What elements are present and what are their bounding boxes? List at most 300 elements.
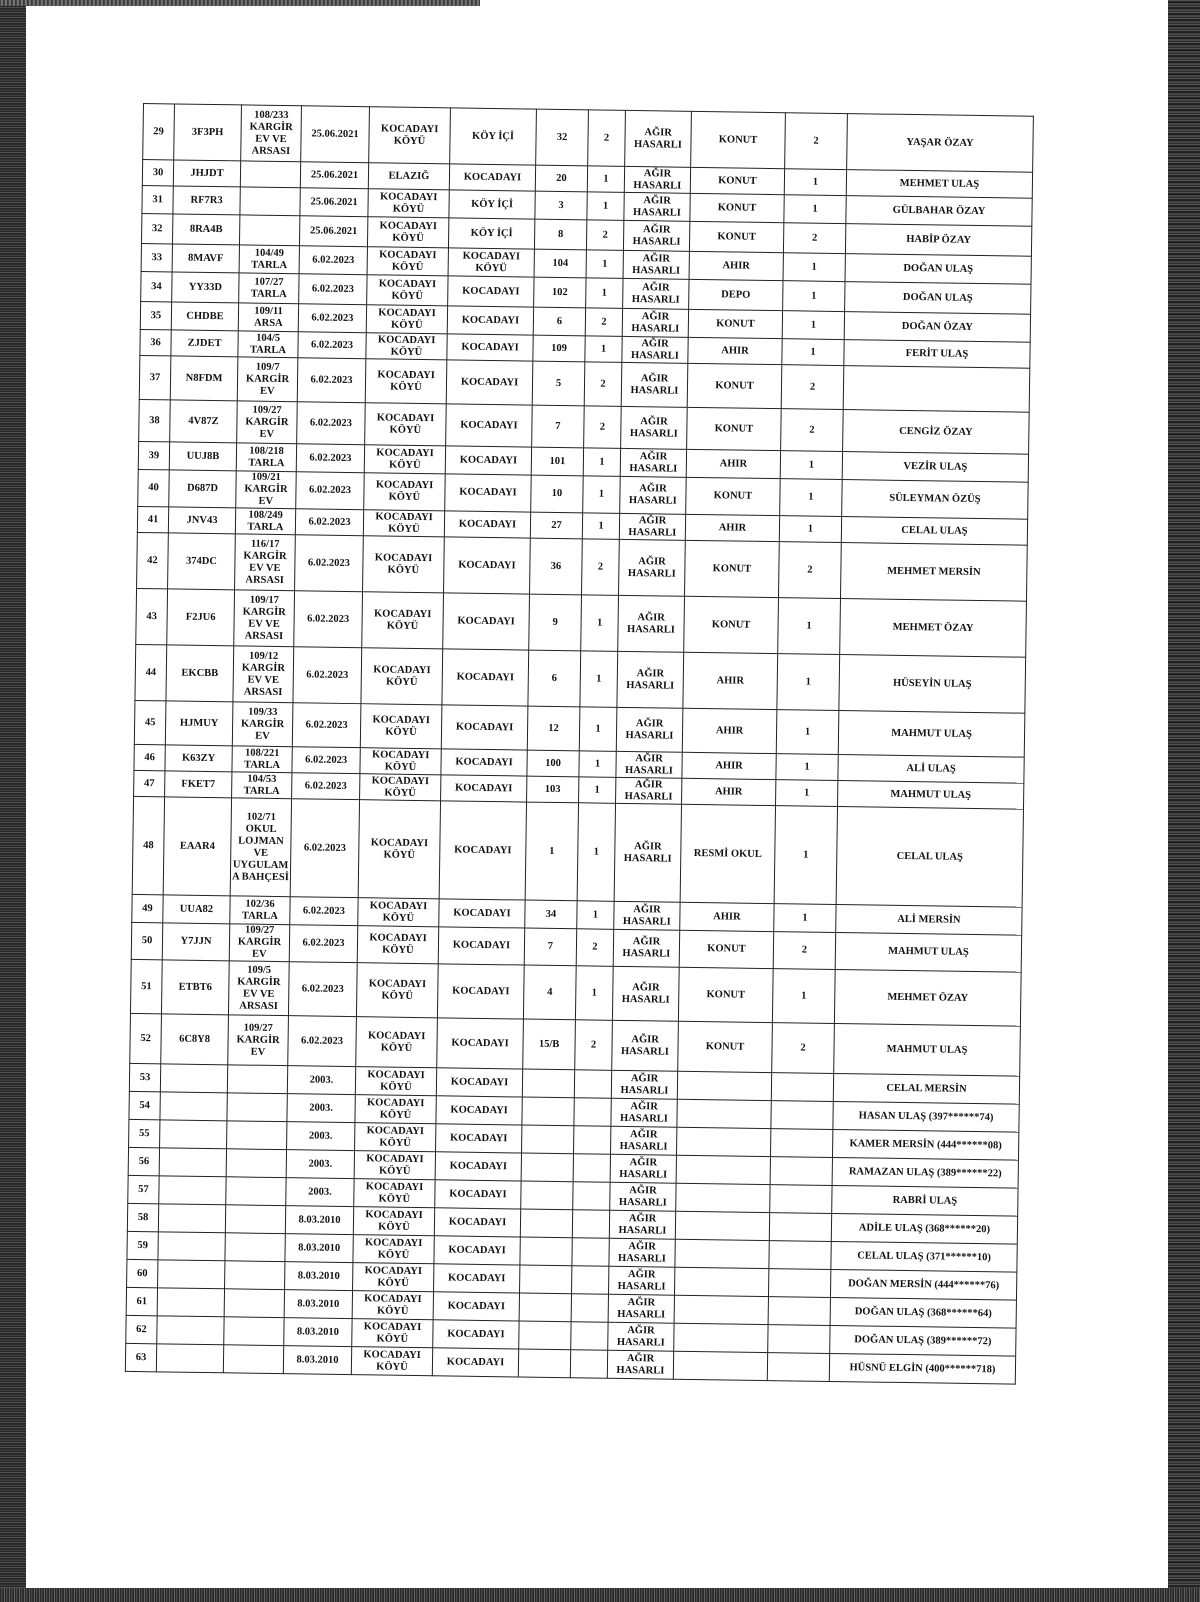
unit-count-cell xyxy=(769,1213,831,1242)
damage-status-cell: AĞIR HASARLI xyxy=(614,803,681,902)
building-type-cell: KONUT xyxy=(678,967,773,1022)
row-number-cell: 58 xyxy=(127,1203,158,1231)
location-cell: KOCADAYI KÖYÜ xyxy=(368,189,449,218)
owner-name-cell: MEHMET ÖZAY xyxy=(834,969,1021,1026)
location-cell: KOCADAYI KÖYÜ xyxy=(354,1151,435,1180)
damage-status-cell: AĞIR HASARLI xyxy=(608,1322,674,1351)
building-type-cell xyxy=(676,1155,770,1184)
location-cell: ELAZIĞ xyxy=(368,163,449,190)
unit-count-cell: 1 xyxy=(780,479,843,517)
row-number-cell: 56 xyxy=(128,1147,159,1175)
damage-status-cell: AĞIR HASARLI xyxy=(612,966,679,1021)
row-number-cell: 57 xyxy=(128,1175,159,1203)
damage-status-cell: AĞIR HASARLI xyxy=(609,1210,675,1239)
date-cell: 6.02.2023 xyxy=(293,647,362,704)
block-number-cell: 34 xyxy=(525,900,577,929)
date-cell: 6.02.2023 xyxy=(296,444,364,473)
row-number-cell: 63 xyxy=(125,1343,156,1371)
building-type-cell: KONUT xyxy=(679,930,774,968)
block-number-cell: 104 xyxy=(534,249,586,278)
floor-count-cell: 2 xyxy=(585,308,622,337)
date-cell: 8.03.2010 xyxy=(285,1234,353,1263)
building-type-cell: AHIR xyxy=(688,337,782,364)
date-cell: 6.02.2023 xyxy=(295,535,364,592)
row-number-cell: 55 xyxy=(129,1119,160,1147)
parcel-cell: 107/27 TARLA xyxy=(239,273,299,304)
location-cell: KOCADAYI KÖYÜ xyxy=(360,704,442,749)
building-code-cell xyxy=(158,1204,225,1233)
damage-status-cell: AĞIR HASARLI xyxy=(622,336,688,363)
unit-count-cell: 1 xyxy=(776,754,838,781)
area-cell: KOCADAYI xyxy=(446,404,533,447)
unit-count-cell: 1 xyxy=(777,654,840,711)
area-cell: KOCADAYI xyxy=(436,1096,522,1125)
floor-count-cell: 2 xyxy=(584,362,622,407)
row-number-cell: 54 xyxy=(129,1091,160,1119)
building-type-cell xyxy=(674,1295,768,1324)
damage-status-cell: AĞIR HASARLI xyxy=(614,901,680,930)
unit-count-cell xyxy=(768,1325,830,1354)
unit-count-cell xyxy=(770,1157,832,1186)
owner-name-cell: MEHMET ULAŞ xyxy=(846,170,1032,199)
building-type-cell: DEPO xyxy=(689,279,783,310)
building-code-cell: 6C8Y8 xyxy=(161,1014,229,1065)
area-cell: KOCADAYI xyxy=(445,474,532,512)
area-cell: KOCADAYI xyxy=(436,1124,522,1153)
floor-count-cell: 1 xyxy=(586,250,623,279)
owner-name-cell: DOĞAN ULAŞ xyxy=(845,282,1031,315)
area-cell: KOCADAYI xyxy=(441,775,527,802)
owner-name-cell: CELAL ULAŞ (371******10) xyxy=(831,1241,1017,1272)
parcel-cell xyxy=(225,1205,285,1234)
block-number-cell xyxy=(518,1349,570,1378)
floor-count-cell: 1 xyxy=(585,336,622,363)
building-code-cell: D687D xyxy=(169,470,237,508)
damage-status-cell: AĞIR HASARLI xyxy=(610,1182,676,1211)
row-number-cell: 31 xyxy=(142,185,173,213)
block-number-cell: 6 xyxy=(533,307,585,336)
parcel-cell: 109/33 KARGİR EV xyxy=(232,702,293,747)
unit-count-cell: 2 xyxy=(778,542,841,599)
area-cell: KOCADAYI xyxy=(439,801,526,900)
floor-count-cell: 1 xyxy=(581,595,619,652)
date-cell: 6.02.2023 xyxy=(296,472,365,510)
unit-count-cell xyxy=(768,1297,830,1326)
location-cell: KOCADAYI KÖYÜ xyxy=(355,1123,436,1152)
owner-name-cell: MAHMUT ULAŞ xyxy=(838,781,1024,810)
damage-status-cell: AĞIR HASARLI xyxy=(611,1070,677,1099)
block-number-cell: 12 xyxy=(527,706,580,751)
owner-name-cell: MAHMUT ULAŞ xyxy=(838,711,1025,758)
unit-count-cell: 2 xyxy=(781,409,844,452)
location-cell: KOCADAYI KÖYÜ xyxy=(358,898,439,927)
owner-name-cell: CELAL ULAŞ xyxy=(836,807,1023,908)
building-code-cell: 8MAVF xyxy=(172,244,239,273)
block-number-cell: 8 xyxy=(534,219,586,250)
location-cell: KOCADAYI KÖYÜ xyxy=(362,592,444,649)
date-cell: 8.03.2010 xyxy=(285,1262,353,1291)
area-cell: KÖY İÇİ xyxy=(450,108,537,165)
unit-count-cell xyxy=(769,1241,831,1270)
parcel-cell xyxy=(240,161,300,188)
floor-count-cell: 1 xyxy=(575,966,613,1021)
building-type-cell xyxy=(674,1323,768,1352)
row-number-cell: 36 xyxy=(140,329,171,355)
row-number-cell: 45 xyxy=(134,700,166,744)
location-cell: KOCADAYI KÖYÜ xyxy=(356,1017,438,1068)
date-cell: 6.02.2023 xyxy=(290,799,359,898)
area-cell: KOCADAYI xyxy=(435,1180,521,1209)
owner-name-cell: CELAL MERSİN xyxy=(833,1073,1019,1104)
floor-count-cell: 1 xyxy=(586,278,623,309)
block-number-cell xyxy=(520,1237,572,1266)
floor-count-cell xyxy=(572,1266,609,1295)
area-cell: KOCADAYI xyxy=(441,705,528,750)
floor-count-cell: 1 xyxy=(579,751,616,778)
location-cell: KOCADAYI KÖYÜ xyxy=(360,774,441,801)
date-cell: 2003. xyxy=(287,1122,355,1151)
parcel-cell: 109/27 KARGİR EV xyxy=(229,924,290,962)
building-code-cell: CHDBE xyxy=(171,302,238,331)
unit-count-cell: 1 xyxy=(784,195,846,224)
area-cell: KOCADAYI xyxy=(435,1152,521,1181)
parcel-cell xyxy=(224,1317,284,1346)
scan-border-top xyxy=(0,0,480,6)
owner-name-cell: DOĞAN MERSİN (444******76) xyxy=(830,1269,1016,1300)
unit-count-cell: 1 xyxy=(776,710,839,755)
location-cell: KOCADAYI KÖYÜ xyxy=(360,748,441,775)
location-cell: KOCADAYI KÖYÜ xyxy=(351,1347,432,1376)
floor-count-cell xyxy=(571,1322,608,1351)
building-type-cell: AHIR xyxy=(685,514,779,541)
damage-status-cell: AĞIR HASARLI xyxy=(625,110,692,167)
building-type-cell: KONUT xyxy=(684,540,779,597)
area-cell: KOCADAYI xyxy=(434,1208,520,1237)
damage-status-cell: AĞIR HASARLI xyxy=(623,250,689,279)
floor-count-cell xyxy=(571,1294,608,1323)
location-cell: KOCADAYI KÖYÜ xyxy=(367,247,448,276)
row-number-cell: 51 xyxy=(130,959,162,1013)
area-cell: KOCADAYI xyxy=(444,511,530,538)
parcel-cell: 104/49 TARLA xyxy=(239,245,299,274)
owner-name-cell: MAHMUT ULAŞ xyxy=(834,1023,1021,1076)
building-code-cell: JNV43 xyxy=(168,507,235,534)
building-code-cell xyxy=(157,1316,224,1345)
location-cell: KOCADAYI KÖYÜ xyxy=(353,1207,434,1236)
floor-count-cell: 1 xyxy=(582,513,619,540)
unit-count-cell: 1 xyxy=(782,311,844,340)
row-number-cell: 35 xyxy=(140,301,171,329)
floor-count-cell xyxy=(574,1070,611,1099)
area-cell: KOCADAYI xyxy=(436,1068,522,1097)
area-cell: KOCADAYI xyxy=(438,927,525,965)
damage-status-cell: AĞIR HASARLI xyxy=(623,220,689,251)
date-cell: 25.06.2021 xyxy=(300,162,368,189)
floor-count-cell: 1 xyxy=(587,192,624,221)
row-number-cell: 53 xyxy=(129,1063,160,1091)
area-cell: KOCADAYI xyxy=(433,1292,519,1321)
unit-count-cell: 1 xyxy=(783,281,845,312)
row-number-cell: 39 xyxy=(138,441,169,469)
location-cell: KOCADAYI KÖYÜ xyxy=(364,445,445,474)
building-code-cell: 8RA4B xyxy=(172,214,239,245)
area-cell: KOCADAYI xyxy=(439,899,525,928)
location-cell: KOCADAYI KÖYÜ xyxy=(367,217,448,248)
location-cell: KOCADAYI KÖYÜ xyxy=(365,359,447,404)
area-cell: KOCADAYI xyxy=(434,1236,520,1265)
building-code-cell: UUJ8B xyxy=(169,442,236,471)
unit-count-cell xyxy=(771,1073,833,1102)
date-cell: 8.03.2010 xyxy=(285,1206,353,1235)
unit-count-cell: 1 xyxy=(774,806,837,905)
parcel-cell: 108/221 TARLA xyxy=(232,746,292,773)
row-number-cell: 34 xyxy=(141,271,172,301)
location-cell: KOCADAYI KÖYÜ xyxy=(355,1095,436,1124)
parcel-cell: 108/218 TARLA xyxy=(236,443,296,472)
owner-name-cell: GÜLBAHAR ÖZAY xyxy=(846,196,1032,227)
building-code-cell: FKET7 xyxy=(165,771,232,798)
owner-name-cell: ALİ ULAŞ xyxy=(838,755,1024,784)
area-cell: KOCADAYI xyxy=(443,593,530,650)
date-cell: 2003. xyxy=(286,1150,354,1179)
building-type-cell xyxy=(677,1099,771,1128)
row-number-cell: 33 xyxy=(141,243,172,271)
building-type-cell: RESMİ OKUL xyxy=(680,804,775,903)
owner-name-cell: MEHMET ÖZAY xyxy=(840,599,1027,658)
location-cell: KOCADAYI KÖYÜ xyxy=(353,1263,434,1292)
parcel-cell: 104/53 TARLA xyxy=(232,772,292,799)
area-cell: KOCADAYI xyxy=(447,334,533,361)
row-number-cell: 42 xyxy=(137,532,169,588)
damage-status-cell: AĞIR HASARLI xyxy=(613,929,680,967)
floor-count-cell: 1 xyxy=(577,901,614,930)
floor-count-cell: 1 xyxy=(583,476,621,514)
damage-status-cell: AĞIR HASARLI xyxy=(623,278,689,309)
building-code-cell: Y7JJN xyxy=(162,923,230,961)
building-type-cell: KONUT xyxy=(687,363,782,408)
date-cell: 6.02.2023 xyxy=(289,925,358,963)
owner-name-cell: DOĞAN ULAŞ (368******64) xyxy=(830,1297,1016,1328)
unit-count-cell: 2 xyxy=(772,1023,835,1074)
damage-status-cell: AĞIR HASARLI xyxy=(616,707,683,752)
unit-count-cell: 2 xyxy=(785,113,848,170)
building-code-cell: 3F3PH xyxy=(174,104,242,161)
area-cell: KOCADAYI xyxy=(437,1018,524,1069)
row-number-cell: 49 xyxy=(132,894,163,922)
building-code-cell: F2JU6 xyxy=(167,589,235,646)
unit-count-cell: 2 xyxy=(773,932,836,970)
floor-count-cell: 1 xyxy=(579,777,616,804)
row-number-cell: 43 xyxy=(136,588,168,644)
location-cell: KOCADAYI KÖYÜ xyxy=(364,473,446,511)
parcel-cell: 109/27 KARGİR EV xyxy=(228,1015,289,1066)
unit-count-cell xyxy=(770,1129,832,1158)
parcel-cell xyxy=(226,1149,286,1178)
building-code-cell xyxy=(157,1288,224,1317)
floor-count-cell: 2 xyxy=(582,539,620,596)
block-number-cell: 109 xyxy=(533,335,585,362)
unit-count-cell: 1 xyxy=(784,169,846,196)
block-number-cell: 103 xyxy=(527,776,579,803)
parcel-cell xyxy=(224,1289,284,1318)
row-number-cell: 46 xyxy=(134,744,165,770)
damage-status-cell: AĞIR HASARLI xyxy=(620,476,687,514)
date-cell: 8.03.2010 xyxy=(283,1346,351,1375)
building-type-cell xyxy=(675,1211,769,1240)
location-cell: KOCADAYI KÖYÜ xyxy=(366,333,447,360)
row-number-cell: 44 xyxy=(135,644,167,700)
owner-name-cell: YAŞAR ÖZAY xyxy=(847,114,1034,173)
parcel-cell xyxy=(240,187,300,216)
parcel-cell: 109/27 KARGİR EV xyxy=(237,401,298,444)
building-code-cell xyxy=(158,1232,225,1261)
date-cell: 6.02.2023 xyxy=(294,591,363,648)
parcel-cell: 109/12 KARGİR EV VE ARSASI xyxy=(233,646,294,703)
damage-status-cell: AĞIR HASARLI xyxy=(620,448,686,477)
building-code-cell xyxy=(160,1120,227,1149)
block-number-cell: 5 xyxy=(532,361,585,406)
floor-count-cell: 2 xyxy=(588,110,626,167)
building-type-cell: KONUT xyxy=(686,477,781,515)
building-type-cell: AHIR xyxy=(683,652,778,709)
building-type-cell xyxy=(677,1071,771,1100)
owner-name-cell xyxy=(843,366,1030,413)
owner-name-cell: HASAN ULAŞ (397******74) xyxy=(833,1101,1019,1132)
parcel-cell: 109/5 KARGİR EV VE ARSASI xyxy=(228,961,289,1016)
building-code-cell xyxy=(160,1064,227,1093)
block-number-cell xyxy=(522,1125,574,1154)
unit-count-cell: 1 xyxy=(774,904,836,933)
building-code-cell: 4V87Z xyxy=(170,400,238,443)
owner-name-cell: VEZİR ULAŞ xyxy=(842,452,1028,483)
building-code-cell xyxy=(156,1344,223,1373)
parcel-cell: 102/71 OKUL LOJMAN VE UYGULAM A BAHÇESİ xyxy=(230,798,291,897)
owner-name-cell: RABRİ ULAŞ xyxy=(832,1185,1018,1216)
damage-status-cell: AĞIR HASARLI xyxy=(621,406,688,449)
block-number-cell: 7 xyxy=(524,928,577,966)
location-cell: KOCADAYI KÖYÜ xyxy=(363,536,445,593)
damage-status-cell: AĞIR HASARLI xyxy=(616,777,682,804)
date-cell: 6.02.2023 xyxy=(299,274,367,305)
floor-count-cell: 1 xyxy=(579,707,617,752)
owner-name-cell: FERİT ULAŞ xyxy=(844,340,1030,369)
location-cell: KOCADAYI KÖYÜ xyxy=(354,1179,435,1208)
parcel-cell xyxy=(239,215,299,246)
parcel-cell: 116/17 KARGİR EV VE ARSASI xyxy=(235,534,296,591)
date-cell: 25.06.2021 xyxy=(300,188,368,217)
area-cell: KOCADAYI xyxy=(433,1320,519,1349)
damage-status-cell: AĞIR HASARLI xyxy=(609,1238,675,1267)
block-number-cell xyxy=(520,1265,572,1294)
building-type-cell: KONUT xyxy=(684,596,779,653)
date-cell: 6.02.2023 xyxy=(292,747,360,774)
area-cell: KOCADAYI xyxy=(444,537,531,594)
parcel-cell xyxy=(226,1177,286,1206)
building-code-cell: YY33D xyxy=(172,272,239,303)
floor-count-cell xyxy=(572,1210,609,1239)
building-type-cell: AHIR xyxy=(680,902,774,931)
owner-name-cell: CENGİZ ÖZAY xyxy=(843,410,1030,455)
area-cell: KÖY İÇİ xyxy=(449,190,535,219)
location-cell: KOCADAYI KÖYÜ xyxy=(361,648,443,705)
unit-count-cell xyxy=(771,1101,833,1130)
date-cell: 6.02.2023 xyxy=(298,332,366,359)
building-type-cell xyxy=(676,1127,770,1156)
owner-name-cell: DOĞAN ULAŞ xyxy=(845,254,1031,285)
row-number-cell: 37 xyxy=(139,355,171,399)
owner-name-cell: CELAL ULAŞ xyxy=(841,517,1027,546)
area-cell: KOCADAYI xyxy=(432,1348,518,1377)
row-number-cell: 47 xyxy=(134,770,165,796)
area-cell: KOCADAYI xyxy=(446,360,533,405)
date-cell: 6.02.2023 xyxy=(292,773,360,800)
building-code-cell: ZJDET xyxy=(171,330,238,357)
parcel-cell: 109/11 ARSA xyxy=(238,303,298,332)
owner-name-cell: HÜSEYİN ULAŞ xyxy=(839,655,1026,714)
damage-status-cell: AĞIR HASARLI xyxy=(619,539,686,596)
scan-border-right xyxy=(1168,0,1200,1602)
scan-border-left xyxy=(0,0,26,1602)
owner-name-cell: KAMER MERSİN (444******08) xyxy=(832,1129,1018,1160)
scan-border-bottom xyxy=(0,1588,1200,1602)
building-code-cell: 374DC xyxy=(168,533,236,590)
unit-count-cell: 2 xyxy=(781,365,844,410)
location-cell: KOCADAYI KÖYÜ xyxy=(352,1291,433,1320)
block-number-cell: 27 xyxy=(530,512,582,539)
block-number-cell: 101 xyxy=(531,447,583,476)
parcel-cell xyxy=(227,1065,287,1094)
building-type-cell: KONUT xyxy=(689,221,783,252)
damage-registry-table xyxy=(125,103,1034,1385)
damage-status-cell: AĞIR HASARLI xyxy=(612,1020,679,1071)
row-number-cell: 62 xyxy=(126,1315,157,1343)
location-cell: KOCADAYI KÖYÜ xyxy=(358,800,440,899)
block-number-cell: 4 xyxy=(523,965,576,1020)
floor-count-cell: 1 xyxy=(583,448,620,477)
date-cell: 8.03.2010 xyxy=(284,1318,352,1347)
building-code-cell: N8FDM xyxy=(170,356,238,401)
unit-count-cell xyxy=(770,1185,832,1214)
parcel-cell: 108/233 KARGİR EV VE ARSASI xyxy=(241,105,302,162)
block-number-cell: 6 xyxy=(528,650,581,707)
unit-count-cell xyxy=(767,1353,829,1382)
block-number-cell xyxy=(522,1097,574,1126)
building-type-cell: AHIR xyxy=(682,752,776,779)
block-number-cell: 102 xyxy=(534,277,586,308)
block-number-cell xyxy=(521,1153,573,1182)
parcel-cell xyxy=(225,1233,285,1262)
floor-count-cell xyxy=(570,1350,607,1379)
block-number-cell: 10 xyxy=(531,475,584,513)
row-number-cell: 61 xyxy=(126,1287,157,1315)
building-code-cell: EKCBB xyxy=(166,645,234,702)
row-number-cell: 50 xyxy=(131,922,163,959)
location-cell: KOCADAYI KÖYÜ xyxy=(365,403,447,446)
date-cell: 6.02.2023 xyxy=(290,897,358,926)
row-number-cell: 30 xyxy=(142,160,173,186)
building-type-cell xyxy=(675,1239,769,1268)
unit-count-cell: 1 xyxy=(776,780,838,807)
unit-count-cell: 1 xyxy=(772,969,835,1024)
area-cell: KÖY İÇİ xyxy=(448,218,534,249)
damage-status-cell: AĞIR HASARLI xyxy=(608,1294,674,1323)
building-type-cell: KONUT xyxy=(678,1021,773,1072)
owner-name-cell: HABİP ÖZAY xyxy=(845,224,1031,257)
area-cell: KOCADAYI xyxy=(442,649,529,706)
location-cell: KOCADAYI KÖYÜ xyxy=(352,1319,433,1348)
building-code-cell: UUA82 xyxy=(163,895,230,924)
area-cell: KOCADAYI xyxy=(445,446,531,475)
